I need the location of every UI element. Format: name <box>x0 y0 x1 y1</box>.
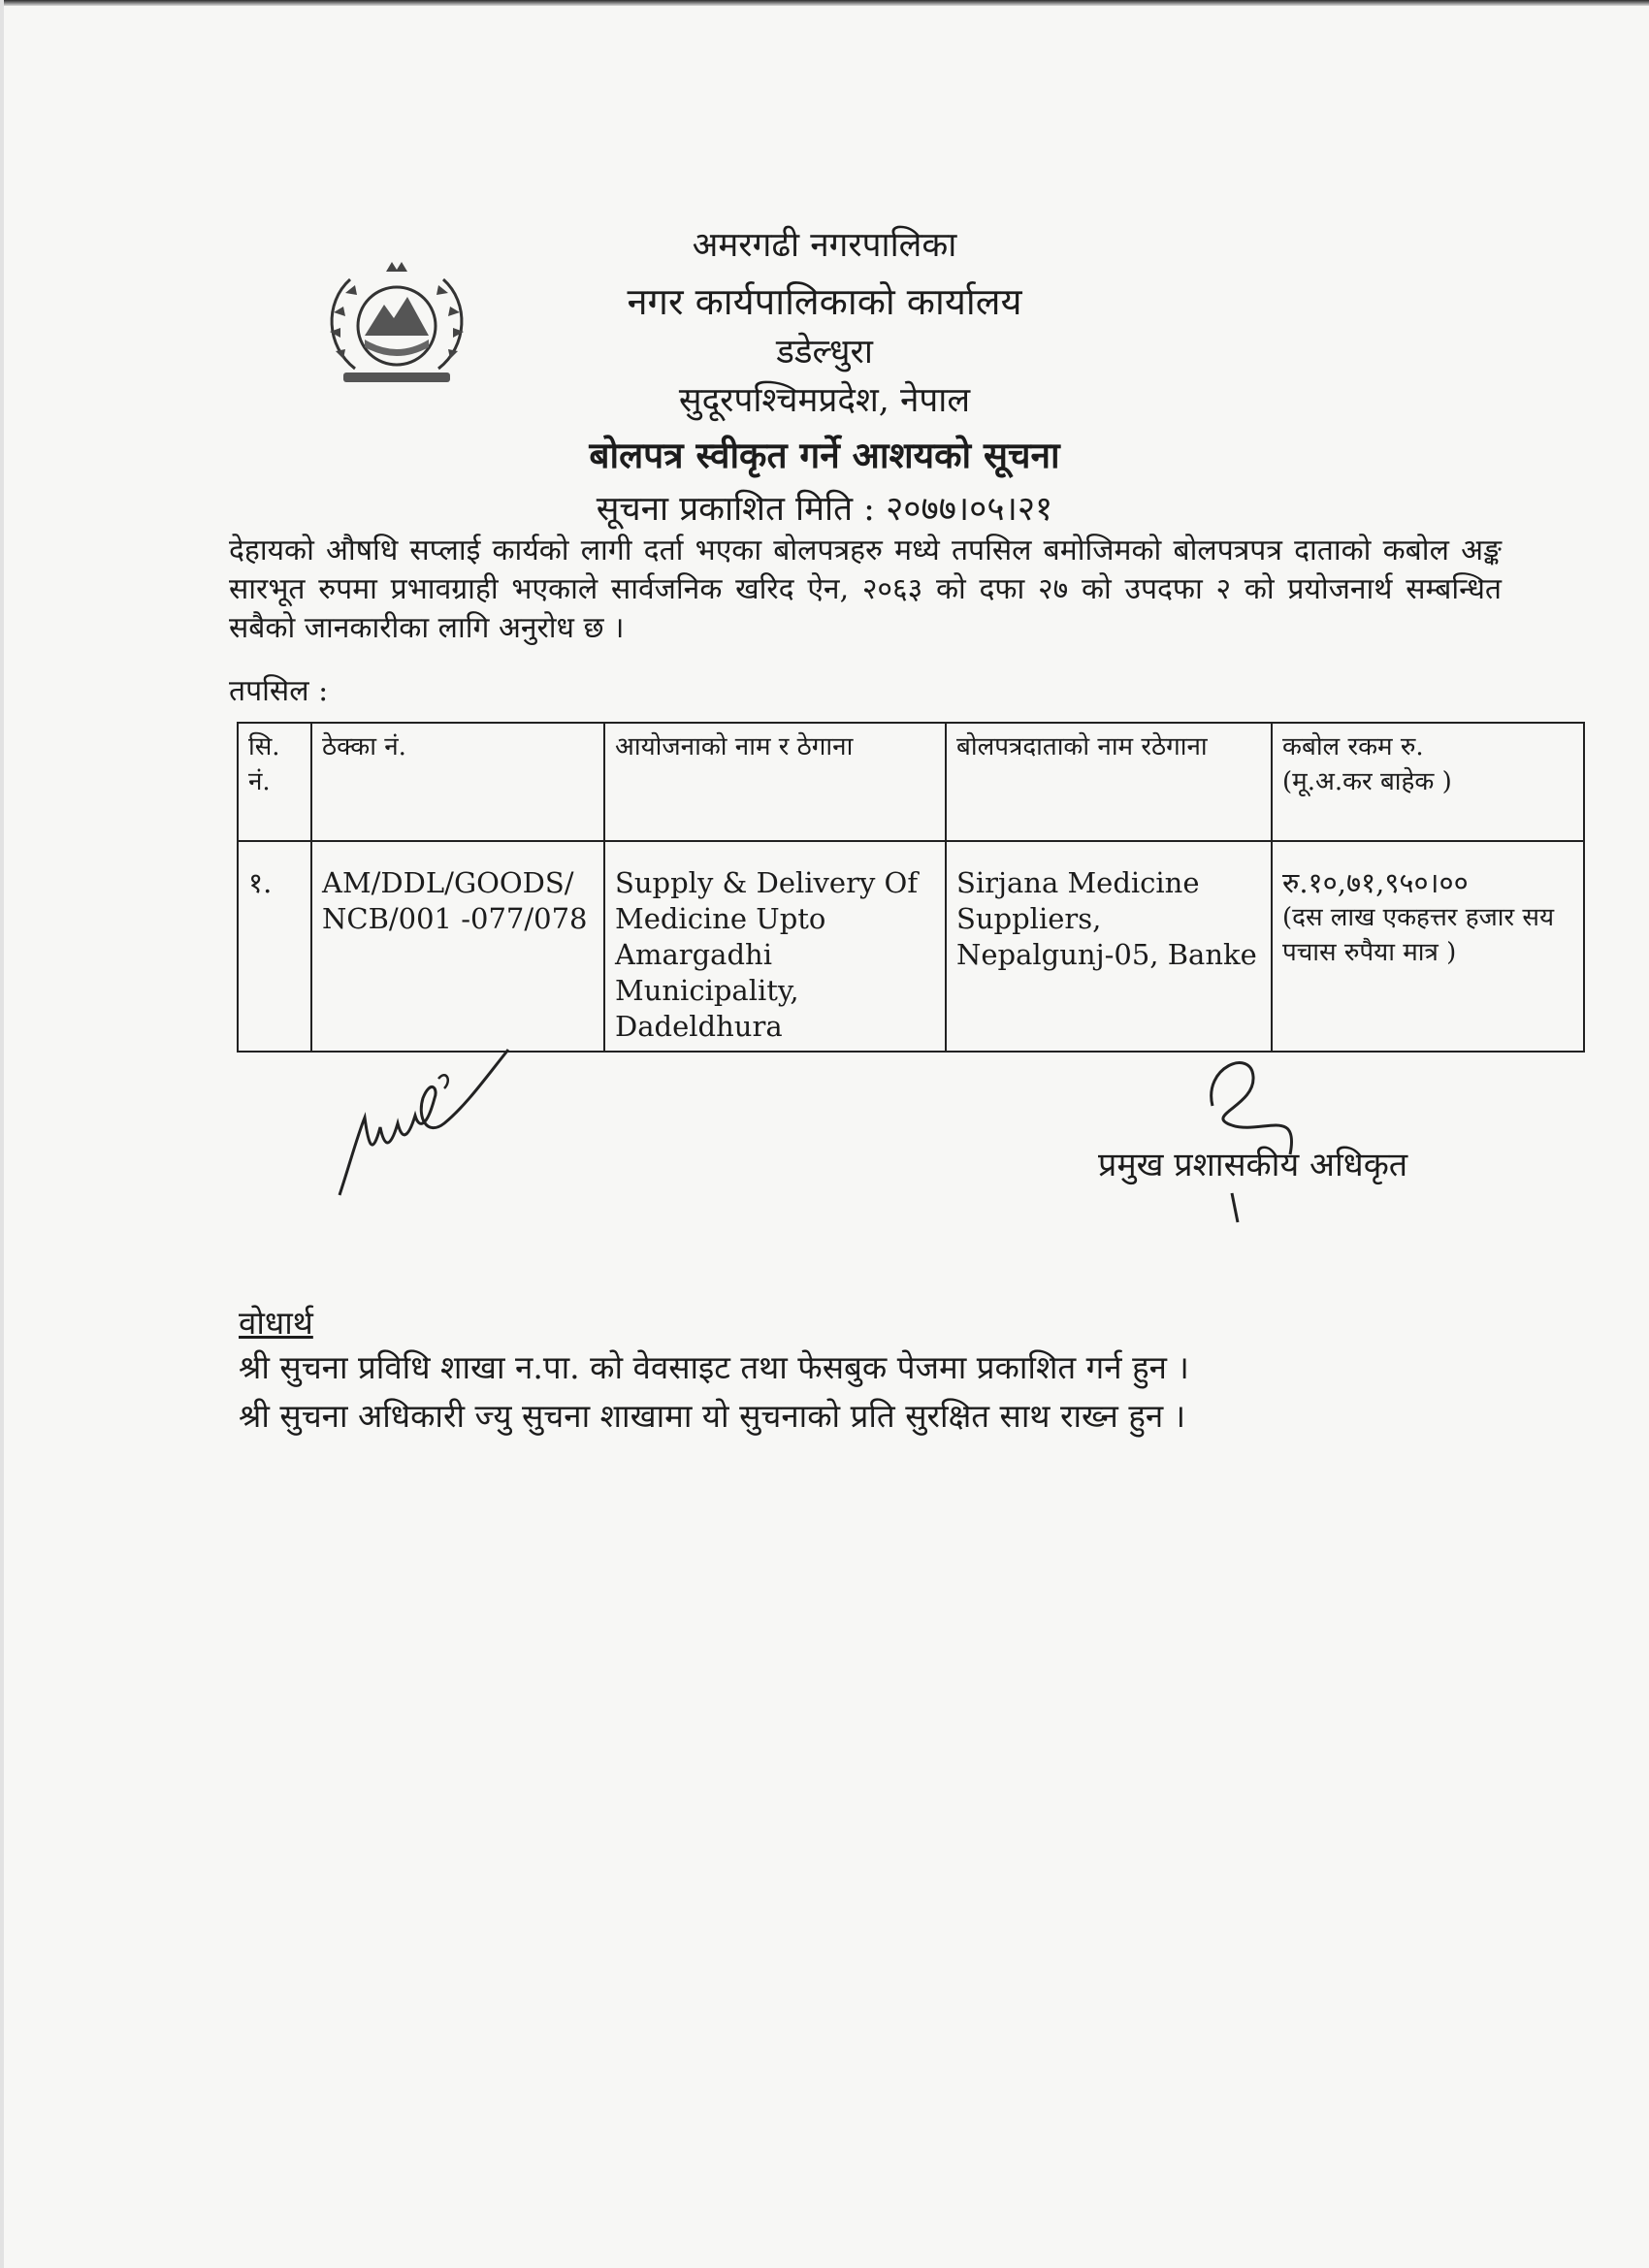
province-name: सुदूरपश्चिमप्रदेश, नेपाल <box>678 381 971 420</box>
table-row <box>238 841 1584 1052</box>
header-amount-note: (मू.अ.कर बाहेक ) <box>1282 767 1452 796</box>
cc-note: श्री सुचना प्रविधि शाखा न.पा. को वेवसाइट तथा फेसबुक पेजमा प्रकाशित गर्न हुन । <box>239 1348 1189 1386</box>
published-date: सूचना प्रकाशित मिति : २०७७।०५।२१ <box>596 490 1053 529</box>
cell-contract-no: AM/DDL/GOODS/ NCB/001 -077/078 <box>311 841 604 1052</box>
cell-bidder: Sirjana Medicine Suppliers, Nepalgunj-05, Banke <box>946 841 1272 1052</box>
header-contract-no: ठेक्का नं. <box>311 723 604 841</box>
header-sn: सि. नं. <box>238 723 311 841</box>
scan-edge <box>0 0 1649 6</box>
cell-project: Supply & Delivery Of Medicine Upto Amargadhi Municipality, Dadeldhura <box>604 841 946 1052</box>
municipality-name: अमरगढी नगरपालिका <box>692 226 957 265</box>
cc-note: श्री सुचना अधिकारी ज्यु सुचना शाखामा यो सुचनाको प्रति सुरक्षित साथ राख्न हुन । <box>239 1397 1186 1435</box>
header-amount <box>1272 723 1584 841</box>
award-table <box>237 722 1585 1053</box>
cell-amount <box>1272 841 1584 1052</box>
header-bidder: बोलपत्रदाताको नाम रठेगाना <box>946 723 1272 841</box>
header-amount-label: कबोल रकम रु. <box>1282 732 1424 761</box>
amount-value: रु.१०,७१,९५०।०० <box>1282 866 1469 899</box>
notice-title: बोलपत्र स्वीकृत गर्ने आशयको सूचना <box>589 434 1060 476</box>
signature-left-icon <box>330 1030 514 1205</box>
table-header-row <box>238 723 1584 841</box>
cell-sn: १. <box>238 841 311 1052</box>
header-project: आयोजनाको नाम र ठेगाना <box>604 723 946 841</box>
details-label: तपसिल : <box>229 674 329 708</box>
amount-in-words: (दस लाख एकहत्तर हजार सय पचास रुपैया मात्र ) <box>1282 903 1555 967</box>
cc-heading: वोधार्थ <box>239 1304 313 1342</box>
notice-paragraph: देहायको औषधि सप्लाई कार्यको लागी दर्ता भएका बोलपत्रहरु मध्ये तपसिल बमोजिमको बोलपत्रपत्र दाताको कबोल अङ्क सारभूत रुपमा प्रभावग्राही भएकाले सार्वजनिक खरिद ऐन, २०६३ को दफा २७ को उपदफा २ को प्रयोजनार्थ सम्बन्धित सबैको जानकारीका लागि अनुरोध छ । <box>229 534 1502 645</box>
district-name: डडेल्धुरा <box>776 333 873 372</box>
office-name: नगर कार्यपालिकाको कार्यालय <box>627 280 1022 323</box>
officer-designation: प्रमुख प्रशासकीय अधिकृत <box>1098 1146 1408 1184</box>
